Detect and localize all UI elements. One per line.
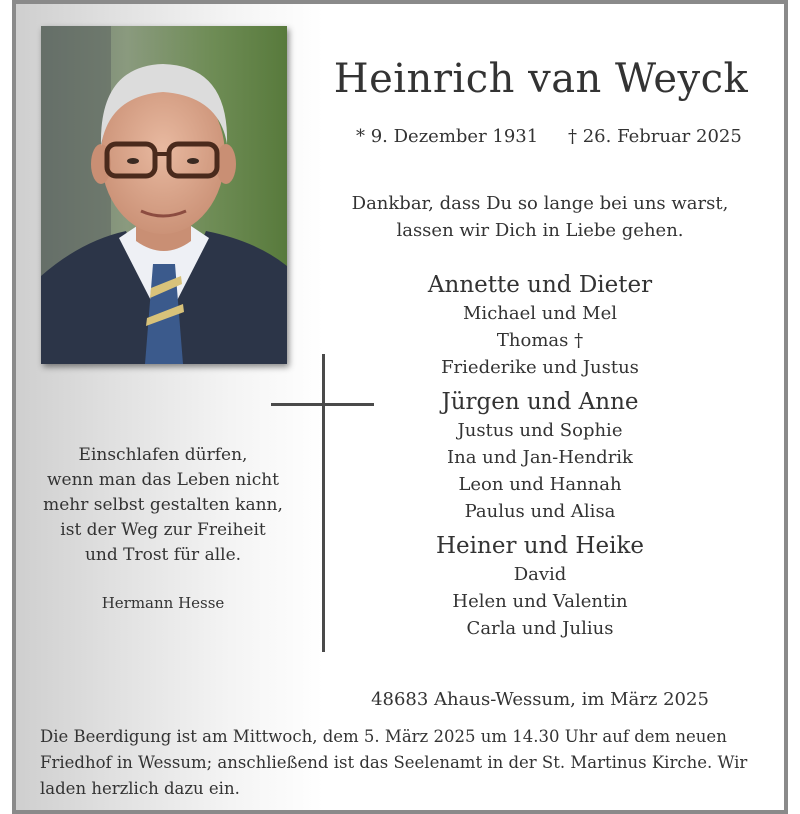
- family-head: Jürgen und Anne: [441, 389, 639, 415]
- deceased-name: Heinrich van Weyck: [333, 56, 749, 102]
- quote-line: ist der Weg zur Freiheit: [60, 520, 266, 540]
- cross-icon: [322, 354, 325, 652]
- quote-line: Einschlafen dürfen,: [78, 445, 248, 465]
- quote-line: und Trost für alle.: [84, 545, 242, 565]
- farewell-verse: [340, 190, 740, 244]
- quote-author: Hermann Hesse: [101, 594, 225, 612]
- family-member: Leon und Hannah: [458, 474, 622, 495]
- portrait-photo: [41, 26, 287, 364]
- family-member: Friederike und Justus: [441, 357, 639, 378]
- verse-line: lassen wir Dich in Liebe gehen.: [396, 220, 684, 241]
- place-date: 48683 Ahaus-Wessum, im März 2025: [371, 689, 709, 710]
- verse-line: Dankbar, dass Du so lange bei uns warst,: [351, 193, 729, 214]
- quote-line: wenn man das Leben nicht: [47, 470, 279, 490]
- cross-icon-bar: [271, 403, 374, 406]
- family-member: Paulus und Alisa: [464, 501, 616, 522]
- hesse-quote: [38, 443, 288, 568]
- family-head: Heiner und Heike: [436, 533, 644, 559]
- family-member: Ina und Jan-Hendrik: [447, 447, 633, 468]
- portrait-illustration: [41, 26, 287, 364]
- family-member: Justus und Sophie: [457, 420, 623, 441]
- family-head: Annette und Dieter: [427, 272, 653, 298]
- funeral-notice: Die Beerdigung ist am Mittwoch, dem 5. März 2025 um 14.30 Uhr auf dem neuen Friedhof in Wessum; anschließend ist das Seelenamt in der St. Martinus Kirche. Wir laden herzlich dazu ein.: [40, 727, 748, 798]
- family-member: Michael und Mel: [463, 303, 617, 324]
- family-group: [340, 531, 740, 642]
- family-member: David: [513, 564, 567, 585]
- birth-date: * 9. Dezember 1931: [356, 126, 539, 147]
- obituary-card: [12, 0, 788, 814]
- family-member: Carla und Julius: [466, 618, 614, 639]
- family-member: Thomas †: [496, 330, 584, 351]
- family-group: [340, 387, 740, 525]
- death-date: † 26. Februar 2025: [568, 126, 742, 147]
- family-group: [340, 270, 740, 381]
- mourners-list: [340, 270, 740, 642]
- quote-line: mehr selbst gestalten kann,: [43, 495, 283, 515]
- family-member: Helen und Valentin: [452, 591, 628, 612]
